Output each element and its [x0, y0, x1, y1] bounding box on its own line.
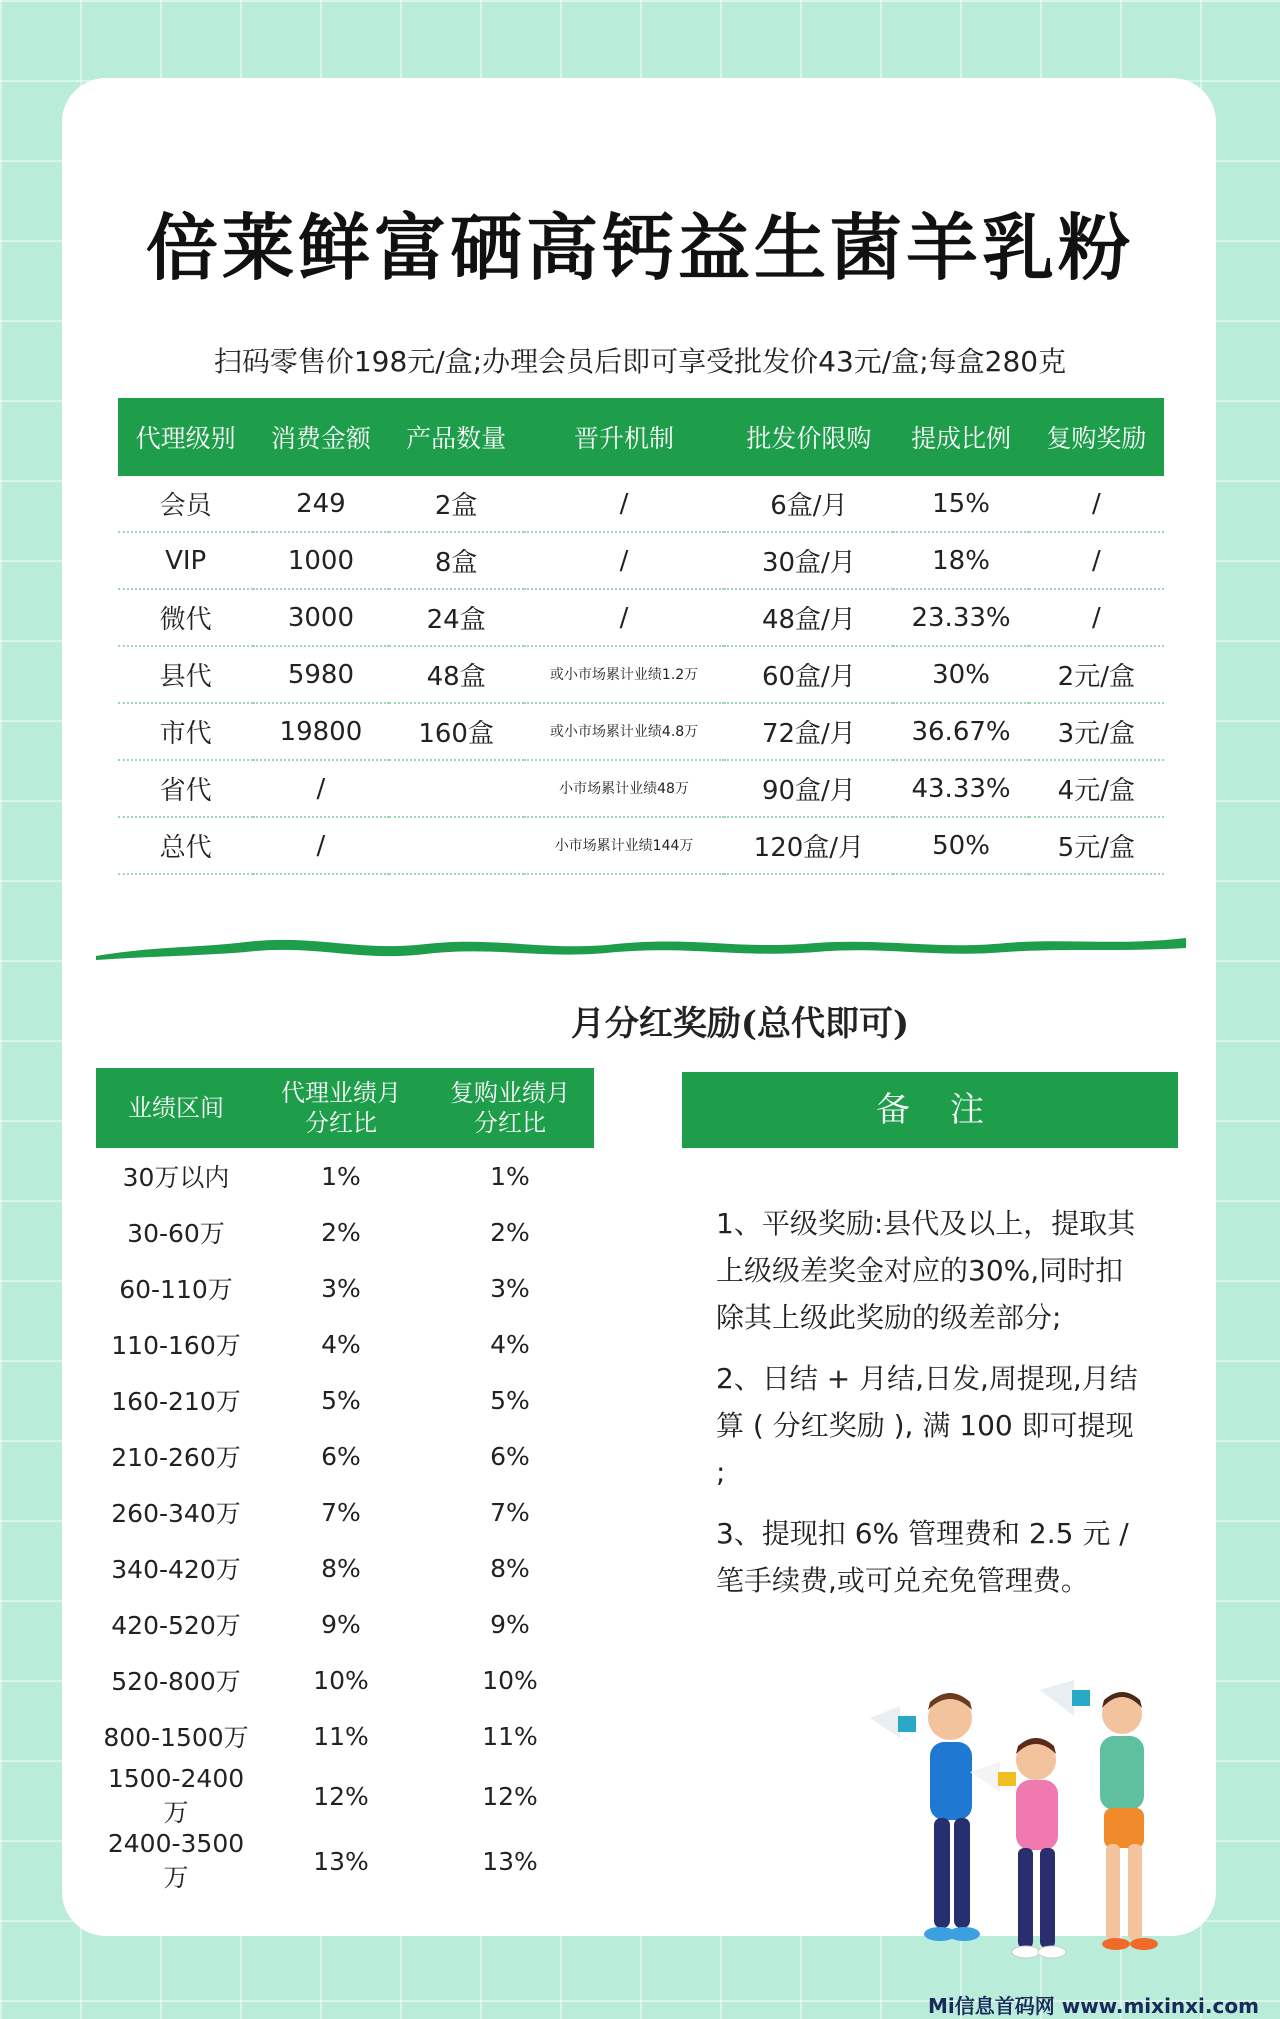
table-cell-rate: 30% — [893, 646, 1028, 703]
table-row — [96, 1372, 594, 1428]
table-cell-amount: 249 — [253, 476, 388, 532]
table-cell-level: 省代 — [118, 760, 253, 817]
dividend-section-title: 月分红奖励(总代即可) — [570, 1004, 910, 1044]
table-cell-percent: 8% — [490, 1553, 530, 1583]
column-header: 业绩区间 — [96, 1068, 256, 1148]
table-cell-amount: / — [253, 817, 388, 874]
table-cell-reward: 4元/盒 — [1029, 760, 1164, 817]
table-cell-qty: 8盒 — [389, 532, 524, 589]
table-cell-percent: 4% — [490, 1329, 530, 1359]
footer-watermark: Mi信息首码网 www.mixinxi.com — [928, 1994, 1259, 2018]
price-subtitle: 扫码零售价198元/盒;办理会员后即可享受批发价43元/盒;每盒280克 — [213, 345, 1067, 378]
table-cell-rate: 18% — [893, 532, 1028, 589]
page-title: 倍莱鲜富硒高钙益生菌羊乳粉 — [145, 205, 1134, 290]
table-cell-level: 会员 — [118, 476, 253, 532]
column-header: 代理级别 — [118, 398, 253, 476]
table-cell-range: 800-1500万 — [103, 1723, 249, 1752]
table-cell-reward: 3元/盒 — [1029, 703, 1164, 760]
table-cell-amount: 1000 — [253, 532, 388, 589]
table-cell-level: 微代 — [118, 589, 253, 646]
table-row — [96, 1428, 594, 1484]
table-cell-range: 420-520万 — [111, 1611, 241, 1640]
table-cell-percent: 5% — [490, 1385, 530, 1415]
column-header: 批发价限购 — [724, 398, 893, 476]
table-cell-range: 260-340万 — [111, 1499, 241, 1528]
table-cell-rate: 50% — [893, 817, 1028, 874]
table-row — [118, 703, 1164, 760]
table-row — [118, 589, 1164, 646]
table-row — [96, 1708, 594, 1764]
column-header: 复购奖励 — [1029, 398, 1164, 476]
table-row — [96, 1764, 594, 1829]
table-header-row — [96, 1068, 594, 1148]
table-cell-percent: 6% — [321, 1441, 361, 1471]
table-cell-percent: 8% — [321, 1553, 361, 1583]
table-cell-limit: 72盒/月 — [724, 703, 893, 760]
table-cell-range: 520-800万 — [111, 1667, 241, 1696]
table-cell-qty: 2盒 — [389, 476, 524, 532]
table-row — [96, 1540, 594, 1596]
table-cell-limit: 90盒/月 — [724, 760, 893, 817]
table-cell-qty: 24盒 — [389, 589, 524, 646]
table-cell-reward: 5元/盒 — [1029, 817, 1164, 874]
table-cell-percent: 13% — [482, 1847, 538, 1876]
column-header: 消费金额 — [253, 398, 388, 476]
table-row — [96, 1316, 594, 1372]
table-cell-amount: 5980 — [253, 646, 388, 703]
table-cell-percent: 11% — [482, 1721, 538, 1751]
table-cell-rate: 36.67% — [893, 703, 1028, 760]
table-cell-amount: 19800 — [253, 703, 388, 760]
table-cell-rate: 43.33% — [893, 760, 1028, 817]
table-cell-percent: 9% — [490, 1609, 530, 1639]
table-cell-qty: 48盒 — [389, 646, 524, 703]
table-row — [118, 646, 1164, 703]
column-header: 晋升机制 — [524, 398, 725, 476]
column-header: 提成比例 — [893, 398, 1028, 476]
table-cell-limit: 60盒/月 — [724, 646, 893, 703]
notes-header: 备注 — [682, 1072, 1178, 1148]
note-item: 2、日结 + 月结,日发,周提现,月结算 ( 分红奖励 ), 满 100 即可提现 ; — [716, 1362, 1138, 1489]
table-cell-promo: / — [524, 532, 725, 589]
table-cell-percent: 3% — [490, 1273, 530, 1303]
table-cell-rate: 15% — [893, 476, 1028, 532]
table-cell-percent: 7% — [321, 1497, 361, 1527]
table-cell-percent: 2% — [321, 1217, 361, 1247]
table-cell-limit: 48盒/月 — [724, 589, 893, 646]
table-cell-promo: / — [524, 589, 725, 646]
table-cell-percent: 7% — [490, 1497, 530, 1527]
column-header-text: 代理业绩月分红比 — [281, 1079, 401, 1137]
table-cell-range: 30万以内 — [122, 1163, 230, 1192]
table-cell-range: 160-210万 — [111, 1387, 241, 1416]
table-cell-range: 210-260万 — [111, 1443, 241, 1472]
table-row — [96, 1148, 594, 1204]
table-row — [96, 1829, 594, 1894]
table-cell-range: 110-160万 — [111, 1331, 241, 1360]
table-cell-level: 县代 — [118, 646, 253, 703]
table-cell-limit: 30盒/月 — [724, 532, 893, 589]
people-megaphone-illustration — [860, 1680, 1220, 1980]
column-header — [256, 1068, 426, 1148]
table-cell-qty — [389, 760, 524, 817]
column-header: 产品数量 — [389, 398, 524, 476]
table-cell-promo: 小市场累计业绩48万 — [524, 760, 725, 817]
table-cell-qty — [389, 817, 524, 874]
table-cell-percent: 12% — [313, 1782, 369, 1811]
table-row — [96, 1484, 594, 1540]
table-cell-percent: 6% — [490, 1441, 530, 1471]
table-header-row — [118, 398, 1164, 476]
table-cell-reward: / — [1029, 532, 1164, 589]
agent-level-table — [118, 398, 1164, 875]
table-cell-level: 市代 — [118, 703, 253, 760]
table-cell-range: 60-110万 — [119, 1275, 233, 1304]
table-row — [118, 817, 1164, 874]
table-cell-percent: 9% — [321, 1609, 361, 1639]
table-cell-level: 总代 — [118, 817, 253, 874]
table-cell-rate: 23.33% — [893, 589, 1028, 646]
table-cell-percent: 3% — [321, 1273, 361, 1303]
note-item: 1、平级奖励:县代及以上，提取其上级级差奖金对应的30%,同时扣除其上级此奖励的级差部分; — [716, 1207, 1136, 1334]
table-row — [96, 1652, 594, 1708]
notes-list — [716, 1200, 1148, 1618]
table-row — [96, 1204, 594, 1260]
table-cell-reward: / — [1029, 476, 1164, 532]
note-item: 3、提现扣 6% 管理费和 2.5 元 / 笔手续费,或可兑充免管理费。 — [716, 1517, 1129, 1597]
table-row — [96, 1596, 594, 1652]
table-cell-percent: 10% — [482, 1665, 538, 1695]
dividend-table — [96, 1068, 594, 1894]
table-cell-percent: 1% — [321, 1161, 361, 1191]
table-cell-percent: 12% — [482, 1782, 538, 1811]
table-cell-percent: 2% — [490, 1217, 530, 1247]
table-cell-range: 1500-2400万 — [107, 1764, 245, 1827]
column-header-text: 复购业绩月分红比 — [450, 1079, 570, 1137]
table-cell-range: 30-60万 — [127, 1219, 225, 1248]
table-cell-percent: 11% — [313, 1721, 369, 1751]
table-cell-range: 340-420万 — [111, 1555, 241, 1584]
table-cell-percent: 13% — [313, 1847, 369, 1876]
table-cell-amount: 3000 — [253, 589, 388, 646]
table-cell-promo: 或小市场累计业绩4.8万 — [524, 703, 725, 760]
table-row — [96, 1260, 594, 1316]
table-cell-percent: 10% — [313, 1665, 369, 1695]
table-cell-percent: 4% — [321, 1329, 361, 1359]
table-cell-qty: 160盒 — [389, 703, 524, 760]
column-header — [426, 1068, 594, 1148]
table-cell-promo: / — [524, 476, 725, 532]
table-row — [118, 760, 1164, 817]
table-cell-percent: 5% — [321, 1385, 361, 1415]
table-cell-promo: 小市场累计业绩144万 — [524, 817, 725, 874]
table-cell-percent: 1% — [490, 1161, 530, 1191]
table-cell-limit: 120盒/月 — [724, 817, 893, 874]
table-cell-reward: / — [1029, 589, 1164, 646]
table-cell-promo: 或小市场累计业绩1.2万 — [524, 646, 725, 703]
table-cell-reward: 2元/盒 — [1029, 646, 1164, 703]
green-wave-divider — [96, 930, 1186, 970]
table-cell-amount: / — [253, 760, 388, 817]
table-cell-limit: 6盒/月 — [724, 476, 893, 532]
table-row — [118, 476, 1164, 532]
table-cell-level: VIP — [118, 532, 253, 589]
table-cell-range: 2400-3500万 — [107, 1829, 245, 1892]
table-row — [118, 532, 1164, 589]
